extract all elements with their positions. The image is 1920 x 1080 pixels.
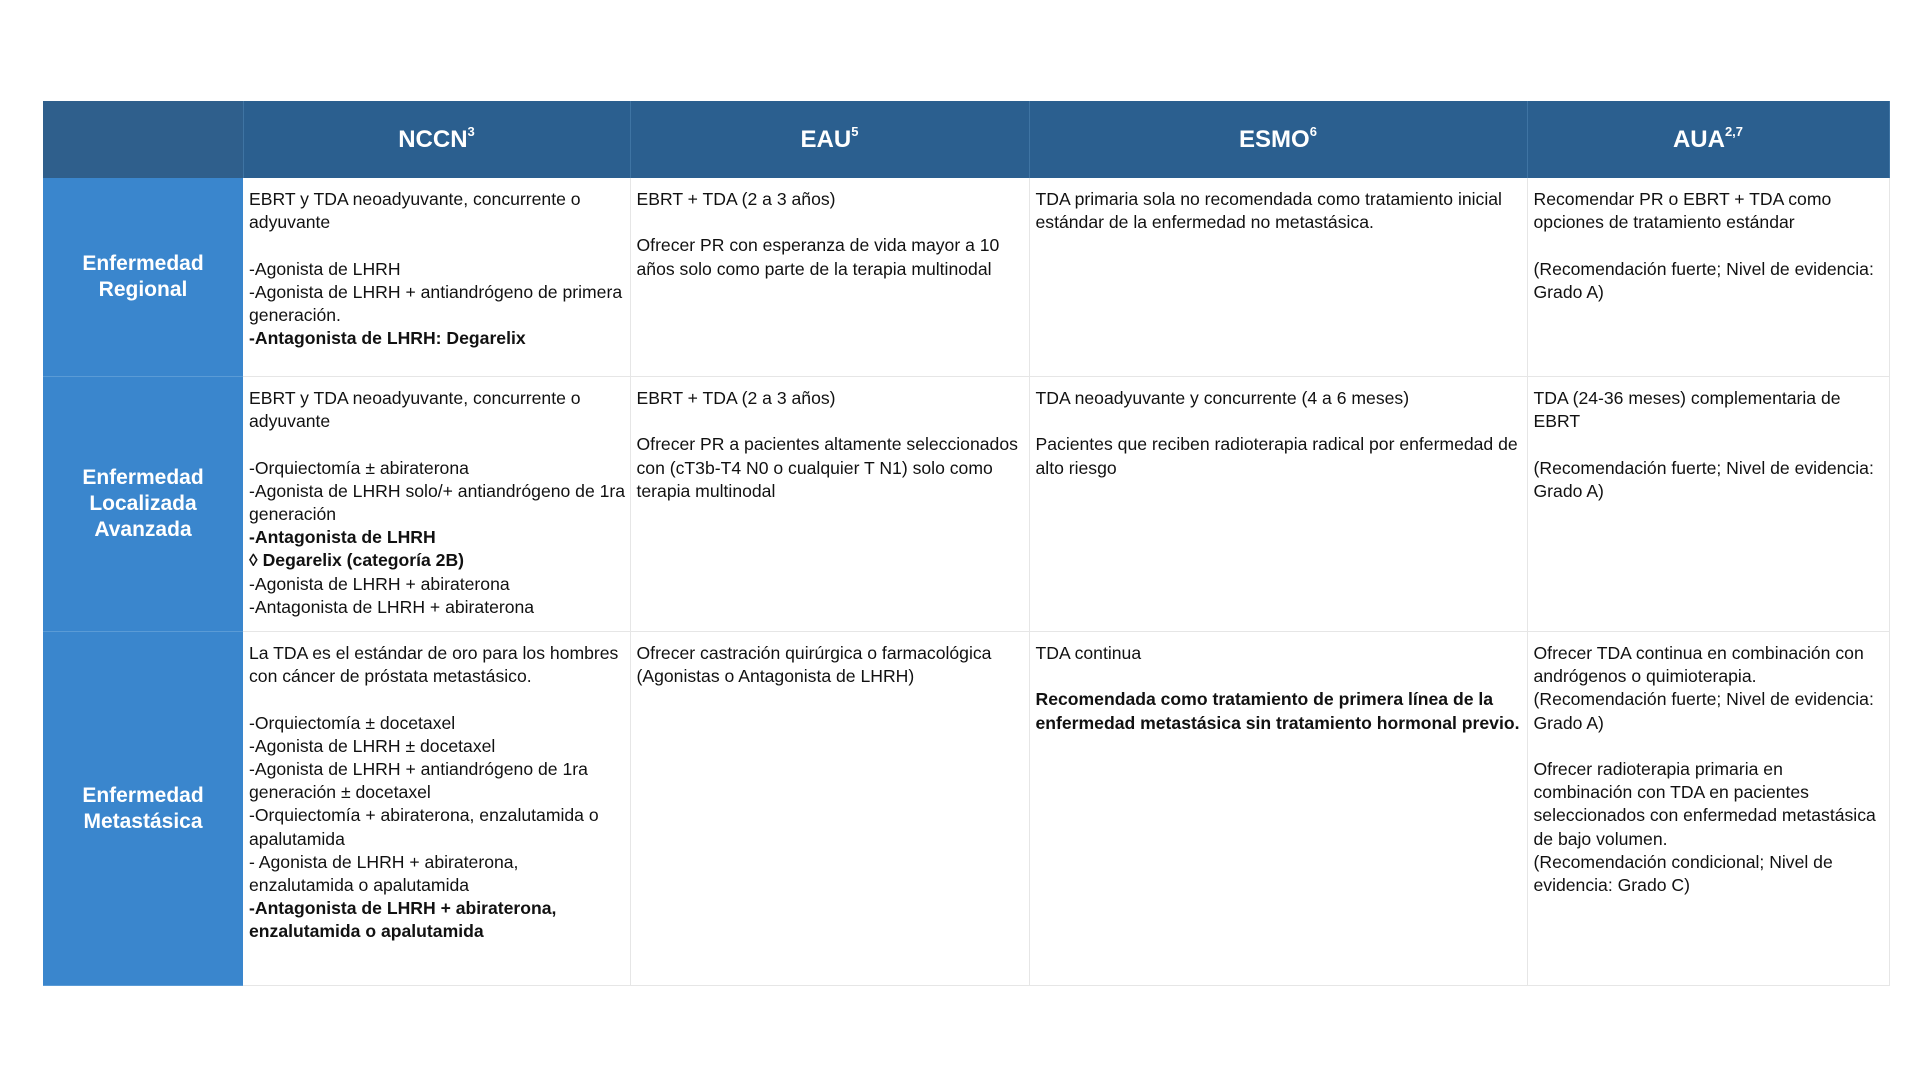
cell-line: -Orquiectomía ± docetaxel — [249, 712, 456, 733]
header-label: ESMO — [1239, 125, 1310, 153]
cell-line: EBRT + TDA (2 a 3 años) — [636, 388, 836, 408]
cell-esmo — [1029, 178, 1527, 377]
cell-line: Recomendada como tratamiento de primera línea de la enfermedad metastásica sin tratamiento hormonal previo. — [1035, 689, 1520, 733]
guidelines-table — [43, 101, 1890, 986]
cell-line: ◊ Degarelix (categoría 2B) — [249, 550, 465, 571]
header-label: AUA — [1672, 125, 1725, 153]
cell-line — [1534, 234, 1885, 257]
header-reference: 5 — [851, 123, 859, 139]
cell-line — [1036, 665, 1523, 688]
cell-aua — [1527, 178, 1889, 377]
cell-line: (Recomendación fuerte; Nivel de evidencia: Grado A) — [1533, 258, 1874, 302]
cell-line: -Agonista de LHRH + abiraterona — [249, 573, 510, 594]
row-header-line: Enfermedad — [82, 783, 204, 807]
cell-eau — [630, 178, 1029, 377]
row-header-line: Metastásica — [83, 809, 203, 833]
header-row — [43, 101, 1889, 178]
row-header-line: Enfermedad — [82, 466, 204, 489]
row-header — [43, 178, 243, 377]
cell-line: Ofrecer TDA continua en combinación con andrógenos o quimioterapia. — [1533, 643, 1864, 687]
header-reference: 3 — [467, 123, 475, 139]
cell-line: -Orquiectomía ± abiraterona — [249, 457, 469, 478]
row-header — [43, 632, 243, 986]
cell-line: -Agonista de LHRH + antiandrógeno de primera generación. — [249, 281, 623, 325]
cell-line: La TDA es el estándar de oro para los hombres con cáncer de próstata metastásico. — [249, 643, 619, 687]
cell-line: TDA neoadyuvante y concurrente (4 a 6 meses) — [1035, 388, 1410, 408]
cell-line: -Antagonista de LHRH + abiraterona — [249, 596, 535, 617]
cell-line — [249, 688, 626, 711]
cell-line — [1534, 735, 1885, 758]
header-label: EAU — [800, 125, 852, 153]
row-header-line: Enfermedad — [82, 252, 204, 275]
cell-line: Ofrecer PR con esperanza de vida mayor a 10 años solo como parte de la terapia multinodal — [636, 235, 1000, 279]
cell-line: TDA primaria sola no recomendada como tratamiento inicial estándar de la enfermedad no metastásica. — [1035, 189, 1502, 233]
cell-line — [1036, 410, 1523, 433]
row-header — [43, 377, 243, 632]
cell-line — [637, 410, 1025, 433]
cell-line: -Agonista de LHRH + antiandrógeno de 1ra generación ± docetaxel — [249, 759, 588, 803]
header-reference: 6 — [1309, 123, 1317, 139]
cell-line — [249, 234, 626, 257]
cell-line — [249, 433, 626, 456]
cell-line: -Antagonista de LHRH: Degarelix — [249, 328, 526, 349]
cell-line: -Antagonista de LHRH — [249, 527, 436, 548]
header-aua — [1527, 101, 1889, 178]
cell-line — [637, 211, 1025, 234]
cell-line: - Agonista de LHRH + abiraterona, enzalutamida o apalutamida — [249, 851, 519, 896]
corner-cell — [43, 101, 243, 178]
cell-line: -Antagonista de LHRH + abiraterona, enzalutamida o apalutamida — [249, 898, 557, 942]
cell-aua — [1527, 377, 1889, 632]
cell-line: EBRT + TDA (2 a 3 años) — [636, 189, 836, 209]
cell-line: Ofrecer radioterapia primaria en combinación con TDA en pacientes seleccionados con enfermedad metastásica de bajo volumen. — [1533, 759, 1876, 849]
header-esmo — [1029, 101, 1527, 178]
cell-line: -Agonista de LHRH ± docetaxel — [249, 735, 496, 756]
cell-eau — [630, 377, 1029, 632]
cell-line: TDA continua — [1035, 643, 1142, 663]
cell-line: (Recomendación condicional; Nivel de evidencia: Grado C) — [1533, 851, 1833, 896]
cell-eau — [630, 632, 1029, 986]
cell-nccn — [243, 377, 630, 632]
row-header-line: Avanzada — [94, 518, 192, 541]
table-row — [43, 178, 1889, 377]
row-header-line: Regional — [98, 278, 188, 301]
header-eau — [630, 101, 1029, 178]
cell-line: EBRT y TDA neoadyuvante, concurrente o adyuvante — [249, 388, 581, 432]
cell-line: Ofrecer PR a pacientes altamente seleccionados con (cT3b-T4 N0 o cualquier T N1) solo como terapia multinodal — [636, 434, 1018, 501]
cell-aua — [1527, 632, 1889, 986]
cell-nccn — [243, 632, 630, 986]
cell-line: (Recomendación fuerte; Nivel de evidencia: Grado A) — [1533, 457, 1874, 501]
header-nccn — [243, 101, 630, 178]
row-header-line: Localizada — [89, 492, 197, 515]
cell-line: -Orquiectomía + abiraterona, enzalutamida o apalutamida — [249, 805, 599, 849]
cell-esmo — [1029, 377, 1527, 632]
cell-line: (Recomendación fuerte; Nivel de evidencia: Grado A) — [1533, 689, 1874, 733]
cell-line: Ofrecer castración quirúrgica o farmacológica (Agonistas o Antagonista de LHRH) — [636, 643, 992, 687]
cell-nccn — [243, 178, 630, 377]
cell-esmo — [1029, 632, 1527, 986]
cell-line: Recomendar PR o EBRT + TDA como opciones de tratamiento estándar — [1533, 189, 1832, 233]
cell-line — [1534, 433, 1885, 456]
table-row — [43, 632, 1889, 986]
cell-line: EBRT y TDA neoadyuvante, concurrente o adyuvante — [249, 189, 581, 233]
header-reference: 2,7 — [1724, 123, 1744, 139]
cell-line: TDA (24-36 meses) complementaria de EBRT — [1533, 388, 1841, 432]
cell-line: Pacientes que reciben radioterapia radical por enfermedad de alto riesgo — [1035, 434, 1518, 478]
table-row — [43, 377, 1889, 632]
cell-line: -Agonista de LHRH solo/+ antiandrógeno de 1ra generación — [249, 480, 626, 524]
cell-line: -Agonista de LHRH — [249, 258, 401, 279]
header-label: NCCN — [398, 125, 468, 153]
